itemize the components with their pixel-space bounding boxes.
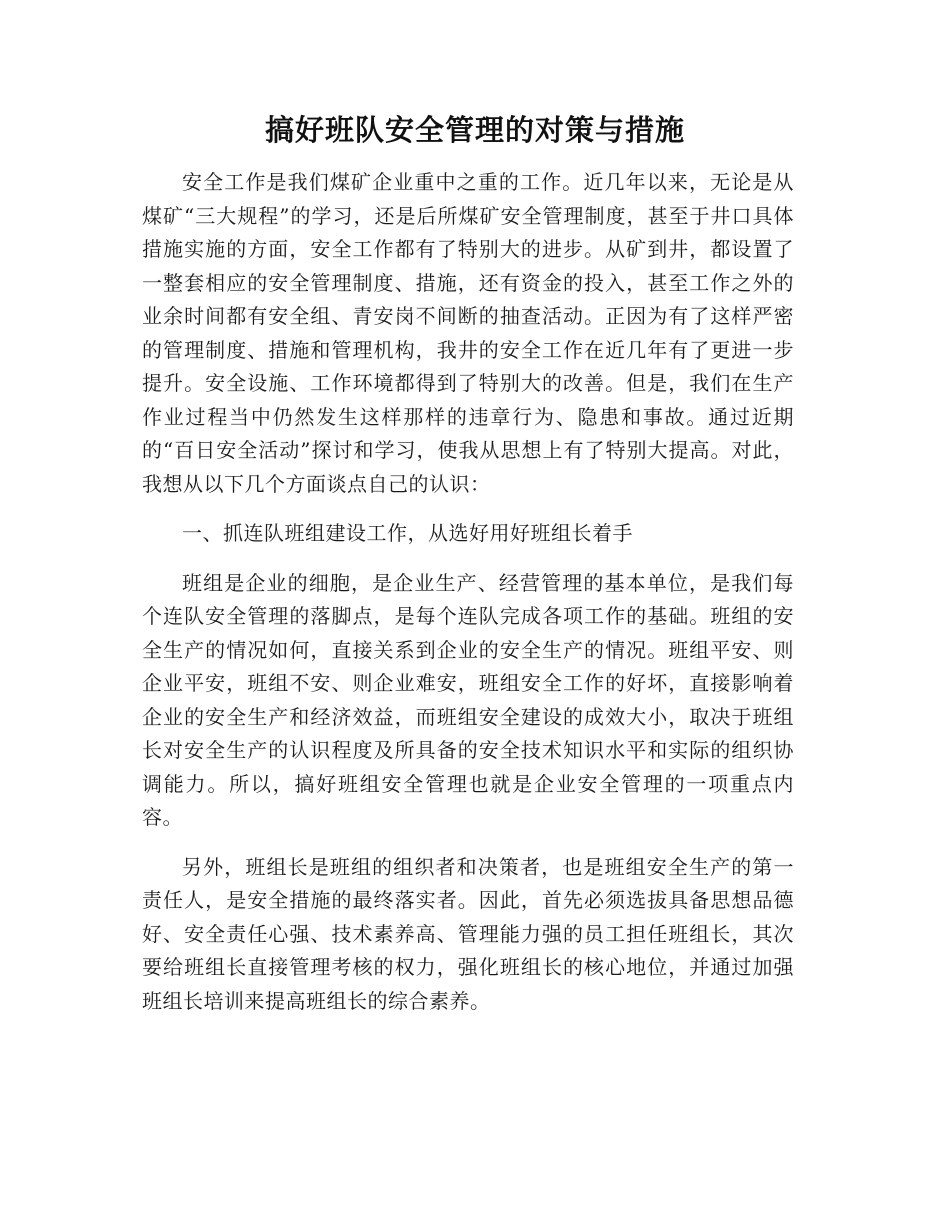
section-heading-1: 一、抓连队班组建设工作，从选好用好班组长着手 <box>182 521 633 545</box>
paragraph-team-leader: 另外，班组长是班组的组织者和决策者，也是班组安全生产的第一责任人，是安全措施的最终落实者。因此，首先必须选拔具备思想品德好、安全责任心强、技术素养高、管理能力强的员工担任班组长，其次要给班组长直接管理考核的权力，强化班组长的核心地位，并通过加强班组长培训来提高班组长的综合素养。 <box>142 854 794 1013</box>
paragraph-intro: 安全工作是我们煤矿企业重中之重的工作。近几年以来，无论是从煤矿“三大规程”的学习，还是后所煤矿安全管理制度，甚至于井口具体措施实施的方面，安全工作都有了特别大的进步。从矿到井，都设置了一整套相应的安全管理制度、措施，还有资金的投入，甚至工作之外的业余时间都有安全组、青安岗不间断的抽查活动。正因为有了这样严密的管理制度、措施和管理机构，我井的安全工作在近几年有了更进一步提升。安全设施、工作环境都得到了特别大的改善。但是，我们在生产作业过程当中仍然发生这样那样的违章行为、隐患和事故。通过近期的“百日安全活动”探讨和学习，使我从思想上有了特别大提高。对此，我想从以下几个方面谈点自己的认识： <box>142 170 794 496</box>
document-body <box>142 166 794 1034</box>
paragraph-team-role: 班组是企业的细胞，是企业生产、经营管理的基本单位，是我们每个连队安全管理的落脚点，是每个连队完成各项工作的基础。班组的安全生产的情况如何，直接关系到企业的安全生产的情况。班组平安、则企业平安，班组不安、则企业难安，班组安全工作的好坏，直接影响着企业的安全生产和经济效益，而班组安全建设的成效大小，取决于班组长对安全生产的认识程度及所具备的安全技术知识水平和实际的组织协调能力。所以，搞好班组安全管理也就是企业安全管理的一项重点内容。 <box>142 570 794 829</box>
document-title: 搞好班队安全管理的对策与措施 <box>264 113 685 147</box>
